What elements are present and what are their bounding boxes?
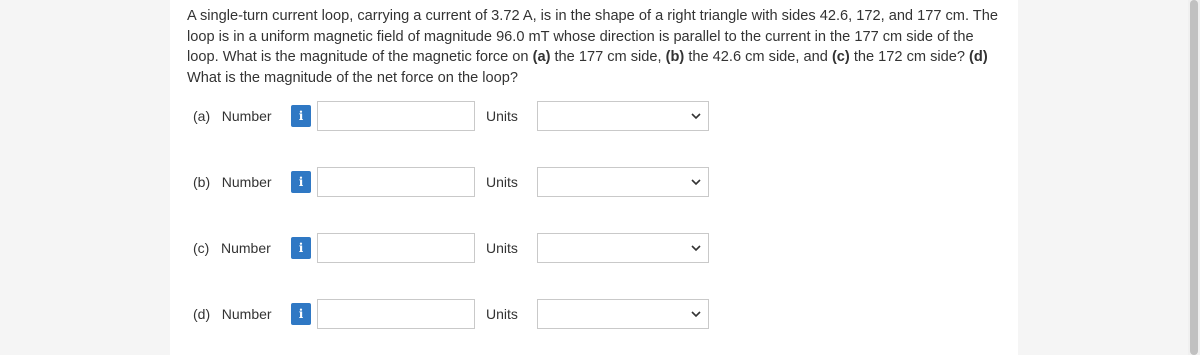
- scrollbar-thumb[interactable]: [1190, 0, 1198, 355]
- chevron-down-icon: [691, 244, 701, 252]
- info-icon[interactable]: i: [291, 303, 311, 325]
- part-label-b: (b) Number: [193, 174, 272, 190]
- units-label-d: Units: [486, 306, 518, 322]
- number-input-b[interactable]: [317, 167, 475, 197]
- part-d-tag: (d): [969, 49, 988, 65]
- units-label-b: Units: [486, 174, 518, 190]
- question-panel: [170, 0, 1018, 355]
- question-text-part: A single-turn current loop, carrying a current of 3.72 A, is in the shape of a right triangle with sides 42.6, 172, and 177 cm. The loop is in a uniform magnetic field of magnitude 96.0 mT whose direction is parallel to the current in the 177 cm side of the loop. What is the magnitude of the magnetic force on: [187, 8, 998, 65]
- question-text-part: the 177 cm side,: [550, 49, 666, 65]
- chevron-down-icon: [691, 112, 701, 120]
- part-label-d: (d) Number: [193, 306, 272, 322]
- question-text-part: What is the magnitude of the net force on the loop?: [187, 69, 519, 86]
- part-label-c: (c) Number: [193, 240, 271, 256]
- part-a-tag: (a): [532, 49, 551, 65]
- units-select-c[interactable]: [537, 233, 709, 263]
- question-text: [187, 6, 1002, 88]
- number-input-c[interactable]: [317, 233, 475, 263]
- units-select-a[interactable]: [537, 101, 709, 131]
- units-select-d[interactable]: [537, 299, 709, 329]
- answer-row-b: [170, 167, 1018, 197]
- chevron-down-icon: [691, 178, 701, 186]
- part-b-tag: (b): [665, 49, 685, 65]
- part-c-tag: (c): [831, 49, 850, 65]
- question-text-part: the 42.6 cm side, and: [684, 49, 832, 65]
- units-label-a: Units: [486, 108, 518, 124]
- number-input-a[interactable]: [317, 101, 475, 131]
- number-input-d[interactable]: [317, 299, 475, 329]
- answer-row-c: [170, 233, 1018, 263]
- answer-row-d: [170, 299, 1018, 329]
- info-icon[interactable]: i: [291, 105, 311, 127]
- chevron-down-icon: [691, 310, 701, 318]
- part-label-a: (a) Number: [193, 108, 272, 124]
- units-select-b[interactable]: [537, 167, 709, 197]
- info-icon[interactable]: i: [291, 237, 311, 259]
- units-label-c: Units: [486, 240, 518, 256]
- question-text-part: the 172 cm side?: [849, 49, 970, 65]
- answer-row-a: [170, 101, 1018, 131]
- info-icon[interactable]: i: [291, 171, 311, 193]
- page-scrollbar[interactable]: [1188, 0, 1200, 355]
